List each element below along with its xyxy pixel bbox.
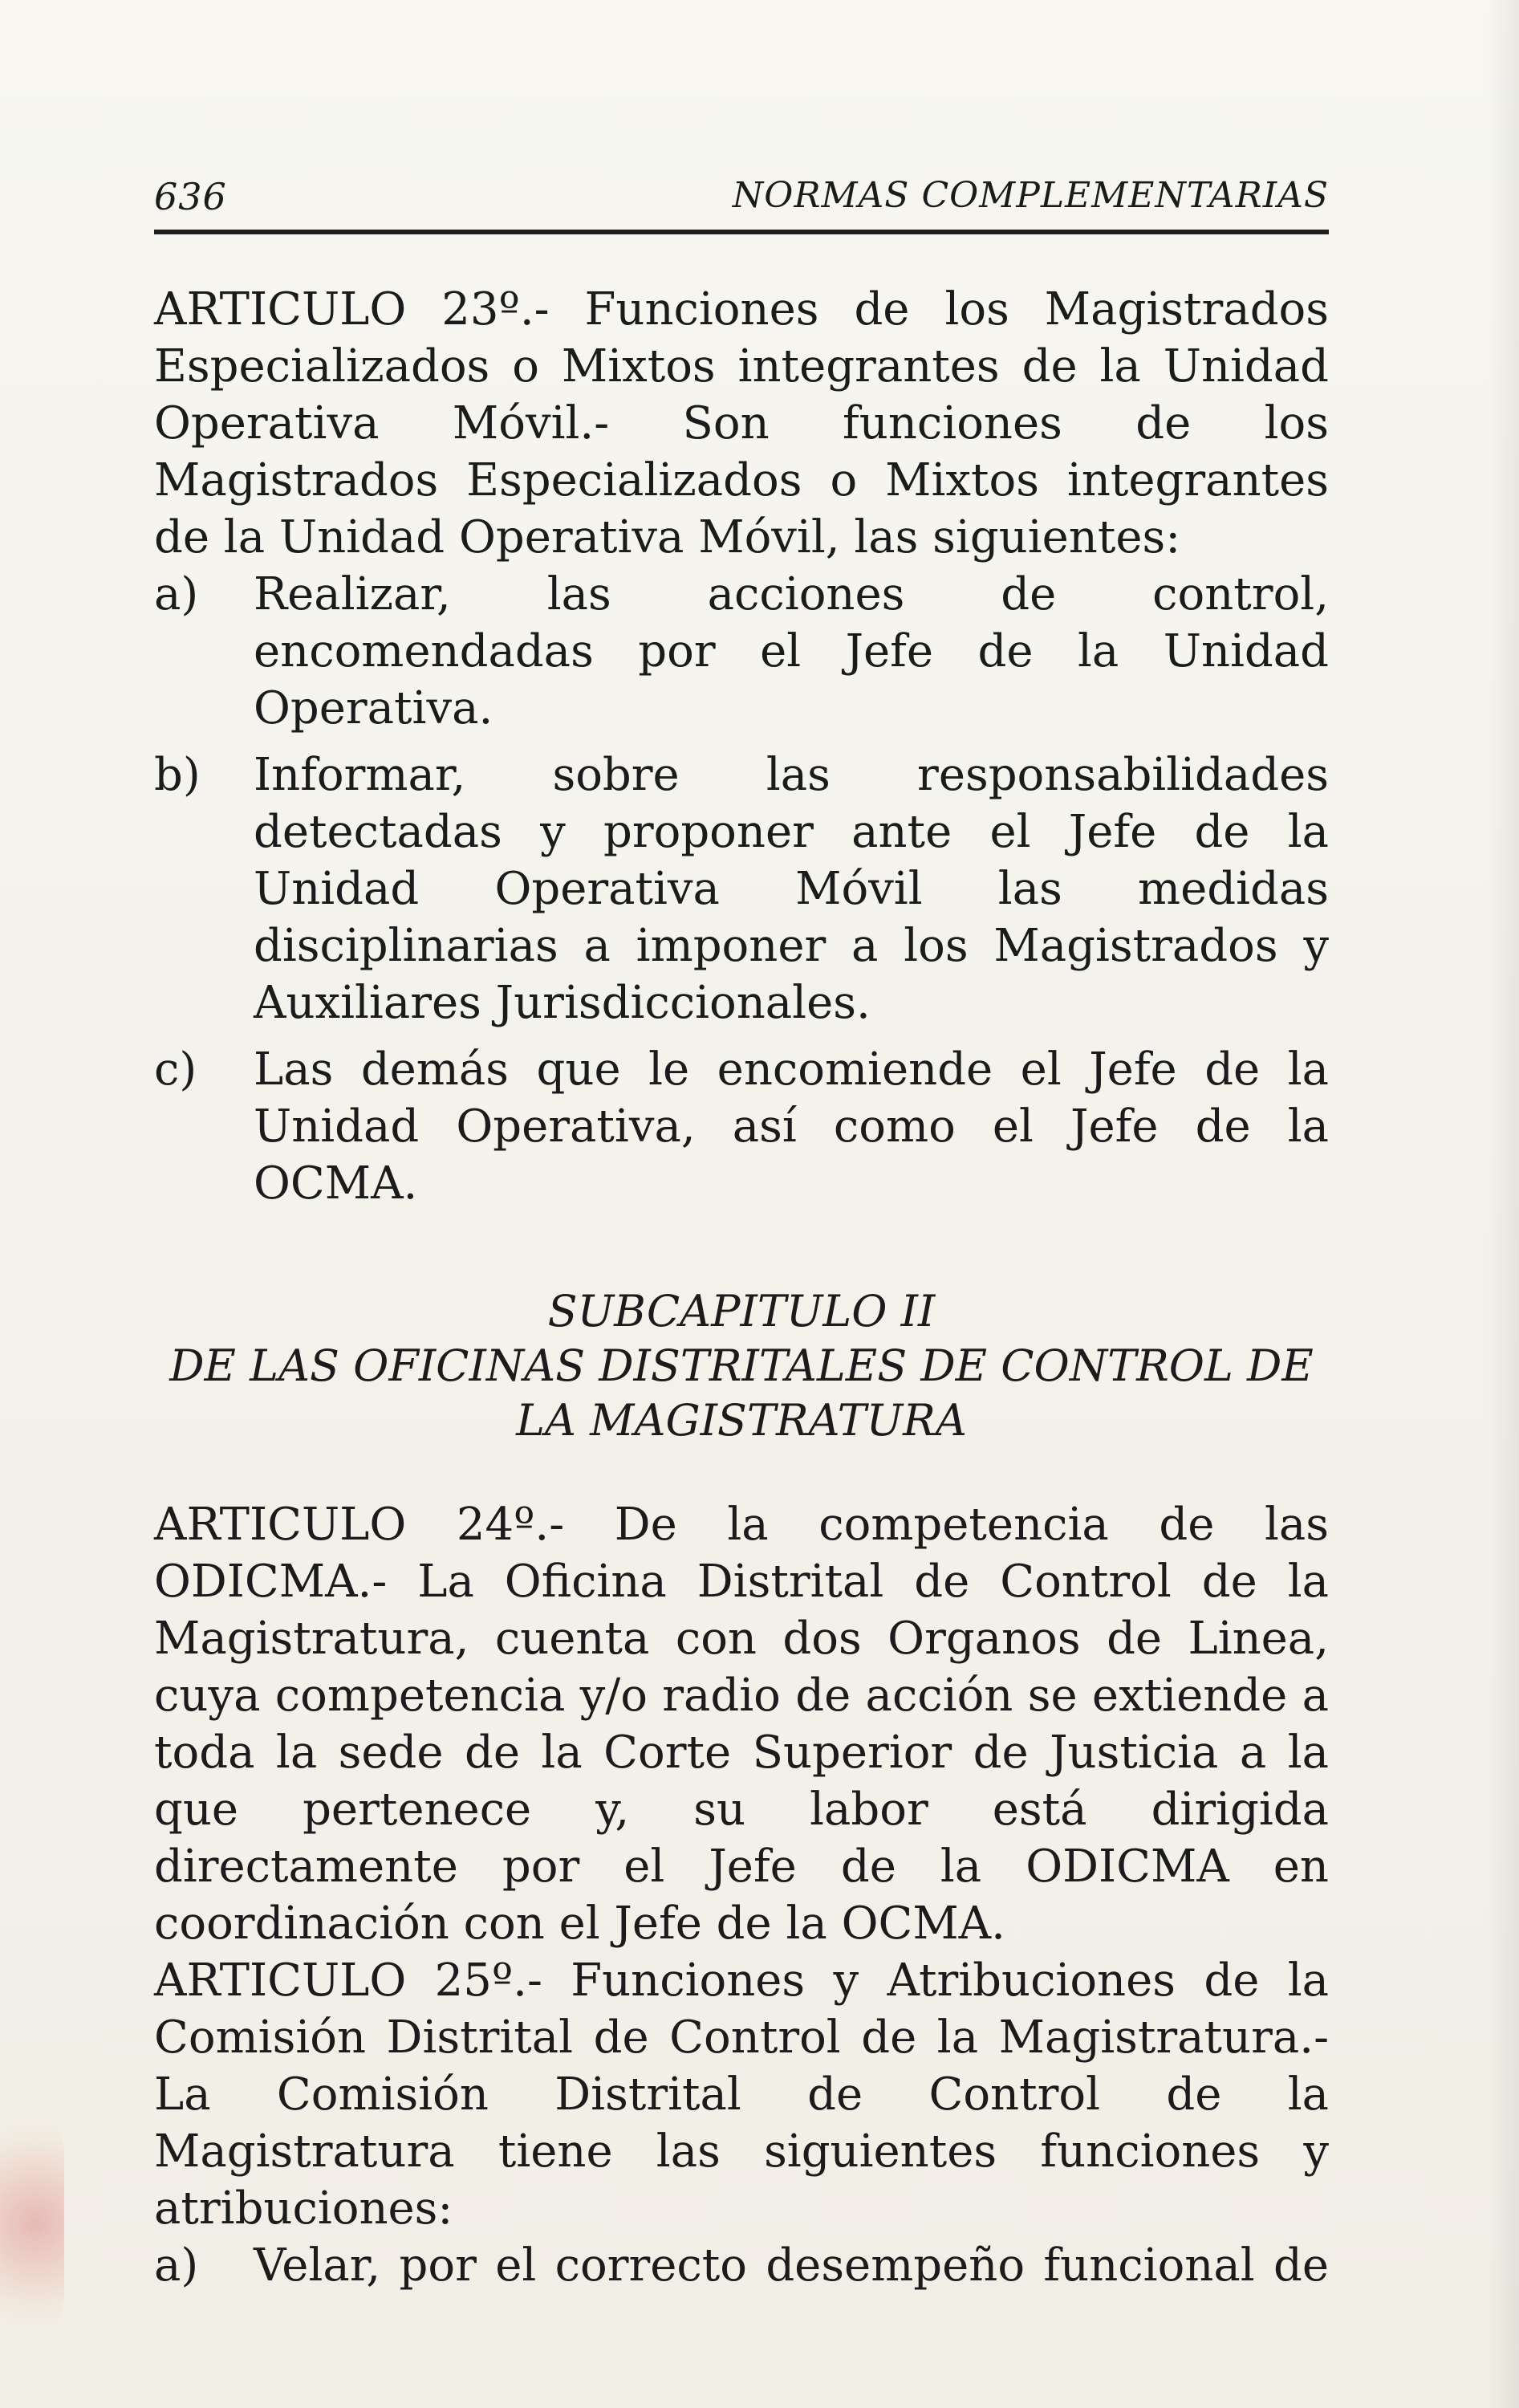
page-body	[154, 281, 1329, 2294]
article-23-item-b	[154, 746, 1329, 1031]
page-edge-shadow	[1487, 0, 1519, 2408]
item-text: Las demás que le encomiende el Jefe de la Unidad Operativa, así como el Jefe de la OCMA.	[254, 1043, 1329, 1210]
item-label: c)	[154, 1043, 197, 1096]
item-label: a)	[154, 568, 199, 620]
subchapter-title-line1: DE LAS OFICINAS DISTRITALES DE CONTROL DE	[169, 1340, 1314, 1391]
subchapter-title-line2: LA MAGISTRATURA	[516, 1395, 967, 1446]
running-head: NORMAS COMPLEMENTARIAS	[732, 175, 1329, 216]
subchapter-number: SUBCAPITULO II	[547, 1286, 936, 1336]
article-24-text: ARTICULO 24º.- De la competencia de las ODICMA.- La Oficina Distrital de Control de la Magistratura, cuenta con dos Organos de Linea, cuya competencia y/o radio de acción se extiende a toda la sede de la Corte Superior de Justicia a la que pertenece y, su labor está dirigida directamente por el Jefe de la ODICMA en coordinación con el Jefe de la OCMA.	[154, 1499, 1329, 1950]
item-text: Velar, por el correcto desempeño funcional de	[254, 2239, 1329, 2292]
corner-stain	[0, 2103, 64, 2344]
article-23-item-c	[154, 1041, 1329, 1212]
subchapter-heading	[154, 1284, 1329, 1448]
item-text: Informar, sobre las responsabilidades detectadas y proponer ante el Jefe de la Unidad Operativa Móvil las medidas disciplinarias a imponer a los Magistrados y Auxiliares Jurisdiccionales.	[254, 749, 1329, 1029]
item-text: Realizar, las acciones de control, encomendadas por el Jefe de la Unidad Operativa.	[254, 568, 1329, 734]
article-23-item-a	[154, 566, 1329, 737]
page-number: 636	[154, 175, 227, 218]
article-25-item-a	[154, 2237, 1329, 2294]
article-25-text: ARTICULO 25º.- Funciones y Atribuciones de la Comisión Distrital de Control de la Magistratura.- La Comisión Distrital de Control de la Magistratura tiene las siguientes funciones y atribuciones:	[154, 1954, 1329, 2235]
item-label: b)	[154, 749, 201, 801]
page-header	[154, 167, 1329, 234]
article-23-text: ARTICULO 23º.- Funciones de los Magistrados Especializados o Mixtos integrantes de la Unidad Operativa Móvil.- Son funciones de los Magistrados Especializados o Mixtos integrantes de la Unidad Operativa Móvil, las siguientes:	[154, 283, 1329, 563]
item-label: a)	[154, 2239, 199, 2292]
